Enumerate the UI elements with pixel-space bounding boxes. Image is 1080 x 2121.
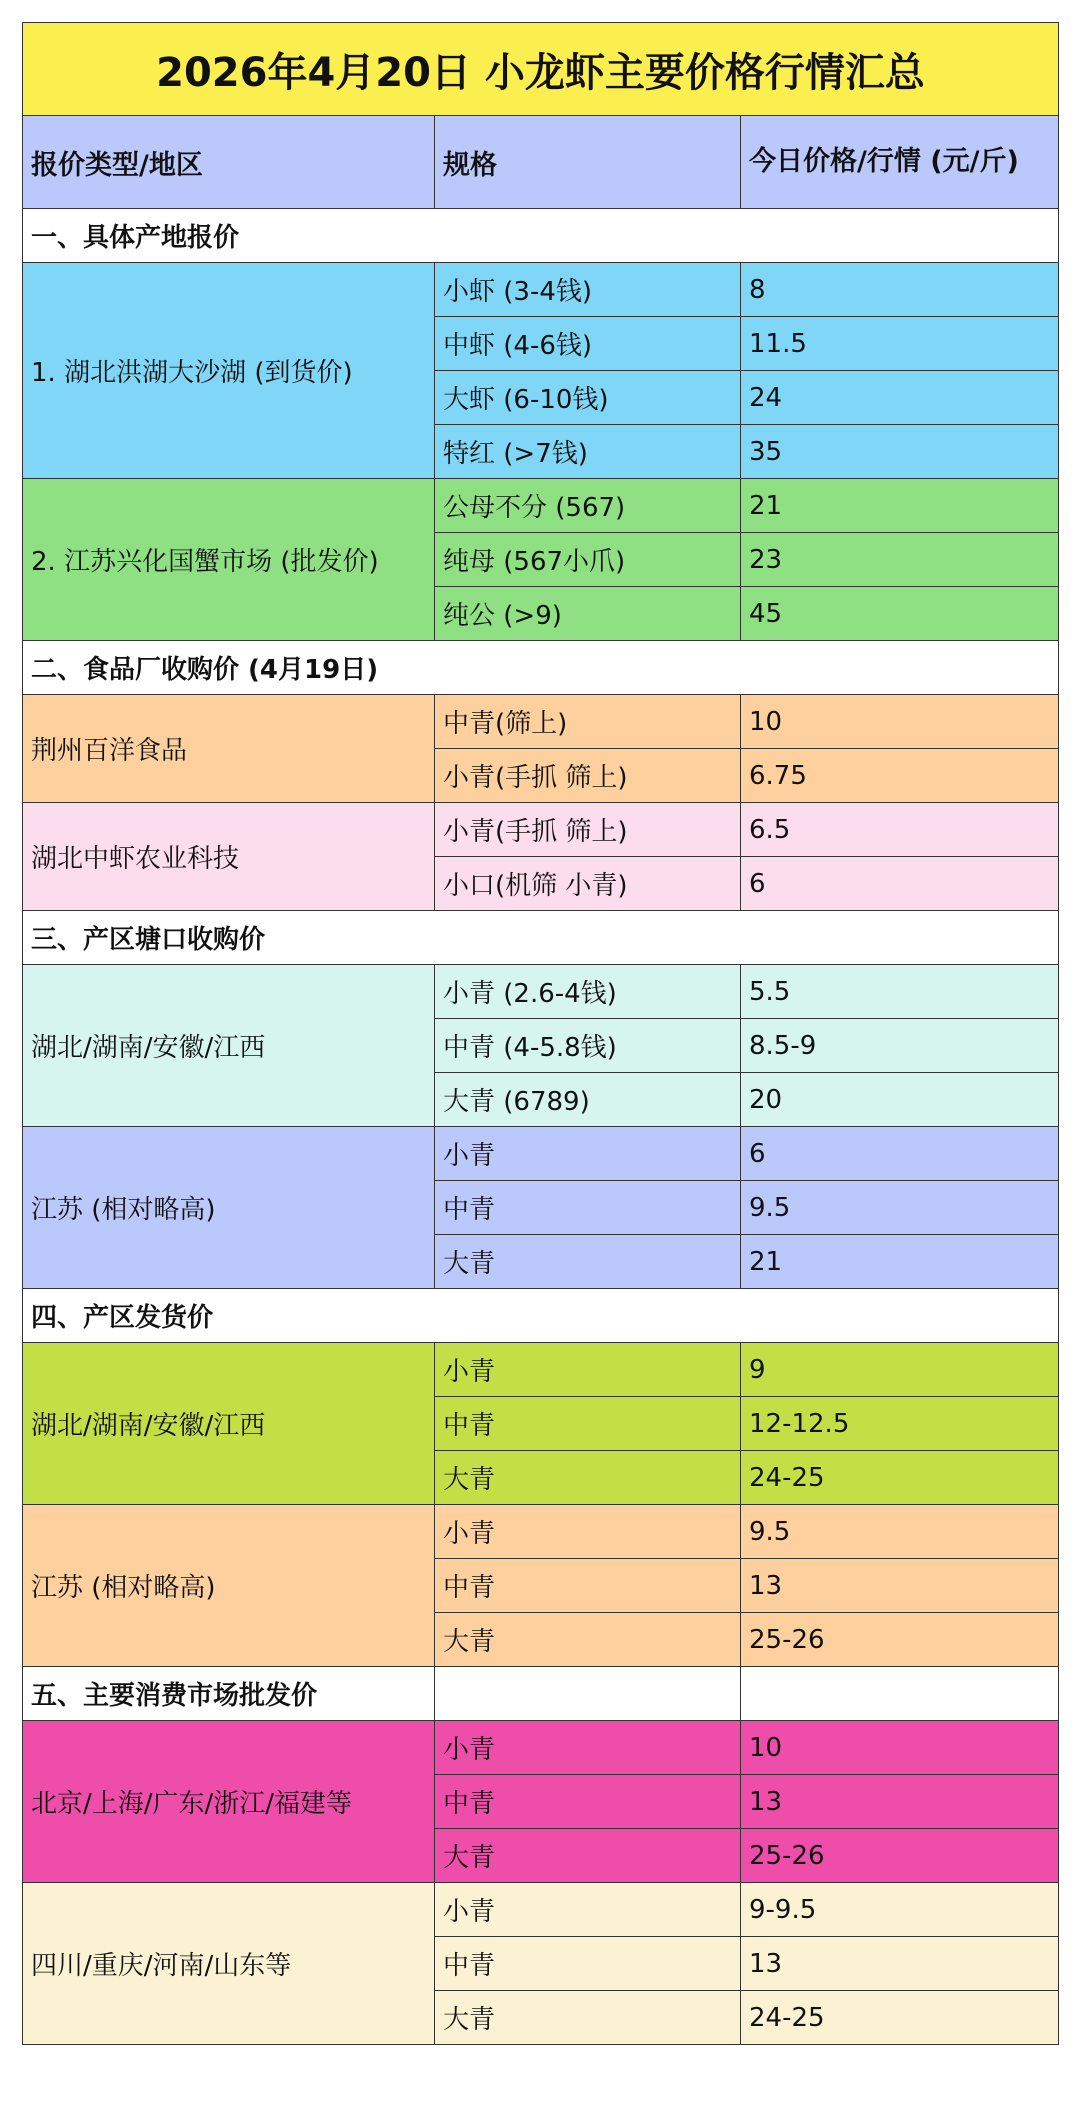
spec-cell: 中青 <box>435 1181 741 1235</box>
table-row <box>23 1721 1059 1775</box>
price-cell: 6.5 <box>741 803 1059 857</box>
group-name-cell: 江苏 (相对略高) <box>23 1505 435 1667</box>
price-cell: 9 <box>741 1343 1059 1397</box>
price-cell: 9-9.5 <box>741 1883 1059 1937</box>
group-name-cell: 四川/重庆/河南/山东等 <box>23 1883 435 2045</box>
section-header-row <box>23 641 1059 695</box>
header-price: 今日价格/行情 (元/斤) <box>741 116 1059 209</box>
table-row <box>23 695 1059 749</box>
price-cell: 10 <box>741 695 1059 749</box>
table-row <box>23 965 1059 1019</box>
price-cell: 13 <box>741 1937 1059 1991</box>
price-cell: 21 <box>741 1235 1059 1289</box>
price-cell: 12-12.5 <box>741 1397 1059 1451</box>
group-name-cell: 湖北中虾农业科技 <box>23 803 435 911</box>
spec-cell: 小青 <box>435 1883 741 1937</box>
spec-cell: 大青 <box>435 1991 741 2045</box>
price-cell: 13 <box>741 1559 1059 1613</box>
price-cell: 35 <box>741 425 1059 479</box>
spec-cell: 中青(筛上) <box>435 695 741 749</box>
spec-cell: 小青 <box>435 1127 741 1181</box>
price-cell: 6 <box>741 1127 1059 1181</box>
section-title: 五、主要消费市场批发价 <box>23 1667 435 1721</box>
price-cell: 5.5 <box>741 965 1059 1019</box>
price-cell: 25-26 <box>741 1613 1059 1667</box>
price-cell: 24 <box>741 371 1059 425</box>
price-cell: 6 <box>741 857 1059 911</box>
spec-cell: 大青 <box>435 1613 741 1667</box>
section-title: 三、产区塘口收购价 <box>23 911 1059 965</box>
price-cell: 24-25 <box>741 1451 1059 1505</box>
spec-cell: 大青 (6789) <box>435 1073 741 1127</box>
table-row <box>23 1127 1059 1181</box>
header-type-region: 报价类型/地区 <box>23 116 435 209</box>
spec-cell: 小青 <box>435 1343 741 1397</box>
spec-cell: 大青 <box>435 1829 741 1883</box>
price-cell: 6.75 <box>741 749 1059 803</box>
spec-cell: 中青 <box>435 1559 741 1613</box>
spec-cell: 中青 <box>435 1397 741 1451</box>
price-cell: 23 <box>741 533 1059 587</box>
section-header-row <box>23 1667 1059 1721</box>
group-name-cell: 2. 江苏兴化国蟹市场 (批发价) <box>23 479 435 641</box>
header-spec: 规格 <box>435 116 741 209</box>
spec-cell: 纯公 (>9) <box>435 587 741 641</box>
spec-cell: 大青 <box>435 1451 741 1505</box>
table-row <box>23 263 1059 317</box>
section-title: 二、食品厂收购价 (4月19日) <box>23 641 1059 695</box>
table-row <box>23 1505 1059 1559</box>
price-cell: 8.5-9 <box>741 1019 1059 1073</box>
spec-cell: 大虾 (6-10钱) <box>435 371 741 425</box>
table-row <box>23 1343 1059 1397</box>
table-title: 2026年4月20日 小龙虾主要价格行情汇总 <box>23 23 1059 116</box>
section-empty-cell <box>741 1667 1059 1721</box>
price-cell: 25-26 <box>741 1829 1059 1883</box>
spec-cell: 小青(手抓 筛上) <box>435 803 741 857</box>
price-cell: 10 <box>741 1721 1059 1775</box>
section-header-row <box>23 209 1059 263</box>
group-name-cell: 湖北/湖南/安徽/江西 <box>23 1343 435 1505</box>
spec-cell: 公母不分 (567) <box>435 479 741 533</box>
price-cell: 21 <box>741 479 1059 533</box>
spec-cell: 特红 (>7钱) <box>435 425 741 479</box>
group-name-cell: 北京/上海/广东/浙江/福建等 <box>23 1721 435 1883</box>
group-name-cell: 江苏 (相对略高) <box>23 1127 435 1289</box>
spec-cell: 小青 <box>435 1505 741 1559</box>
group-name-cell: 荆州百洋食品 <box>23 695 435 803</box>
spec-cell: 中青 <box>435 1775 741 1829</box>
spec-cell: 大青 <box>435 1235 741 1289</box>
price-cell: 24-25 <box>741 1991 1059 2045</box>
group-name-cell: 湖北/湖南/安徽/江西 <box>23 965 435 1127</box>
price-cell: 11.5 <box>741 317 1059 371</box>
spec-cell: 中青 (4-5.8钱) <box>435 1019 741 1073</box>
spec-cell: 小青 (2.6-4钱) <box>435 965 741 1019</box>
table-row <box>23 1883 1059 1937</box>
section-title: 一、具体产地报价 <box>23 209 1059 263</box>
price-cell: 45 <box>741 587 1059 641</box>
price-cell: 13 <box>741 1775 1059 1829</box>
spec-cell: 中青 <box>435 1937 741 1991</box>
spec-cell: 中虾 (4-6钱) <box>435 317 741 371</box>
spec-cell: 纯母 (567小爪) <box>435 533 741 587</box>
group-name-cell: 1. 湖北洪湖大沙湖 (到货价) <box>23 263 435 479</box>
price-cell: 9.5 <box>741 1181 1059 1235</box>
price-table <box>22 22 1059 2045</box>
price-cell: 20 <box>741 1073 1059 1127</box>
section-header-row <box>23 1289 1059 1343</box>
section-title: 四、产区发货价 <box>23 1289 1059 1343</box>
spec-cell: 小虾 (3-4钱) <box>435 263 741 317</box>
header-row <box>23 116 1059 209</box>
price-cell: 9.5 <box>741 1505 1059 1559</box>
section-empty-cell <box>435 1667 741 1721</box>
price-cell: 8 <box>741 263 1059 317</box>
table-row <box>23 803 1059 857</box>
spec-cell: 小青(手抓 筛上) <box>435 749 741 803</box>
table-row <box>23 479 1059 533</box>
spec-cell: 小青 <box>435 1721 741 1775</box>
section-header-row <box>23 911 1059 965</box>
title-row <box>23 23 1059 116</box>
spec-cell: 小口(机筛 小青) <box>435 857 741 911</box>
